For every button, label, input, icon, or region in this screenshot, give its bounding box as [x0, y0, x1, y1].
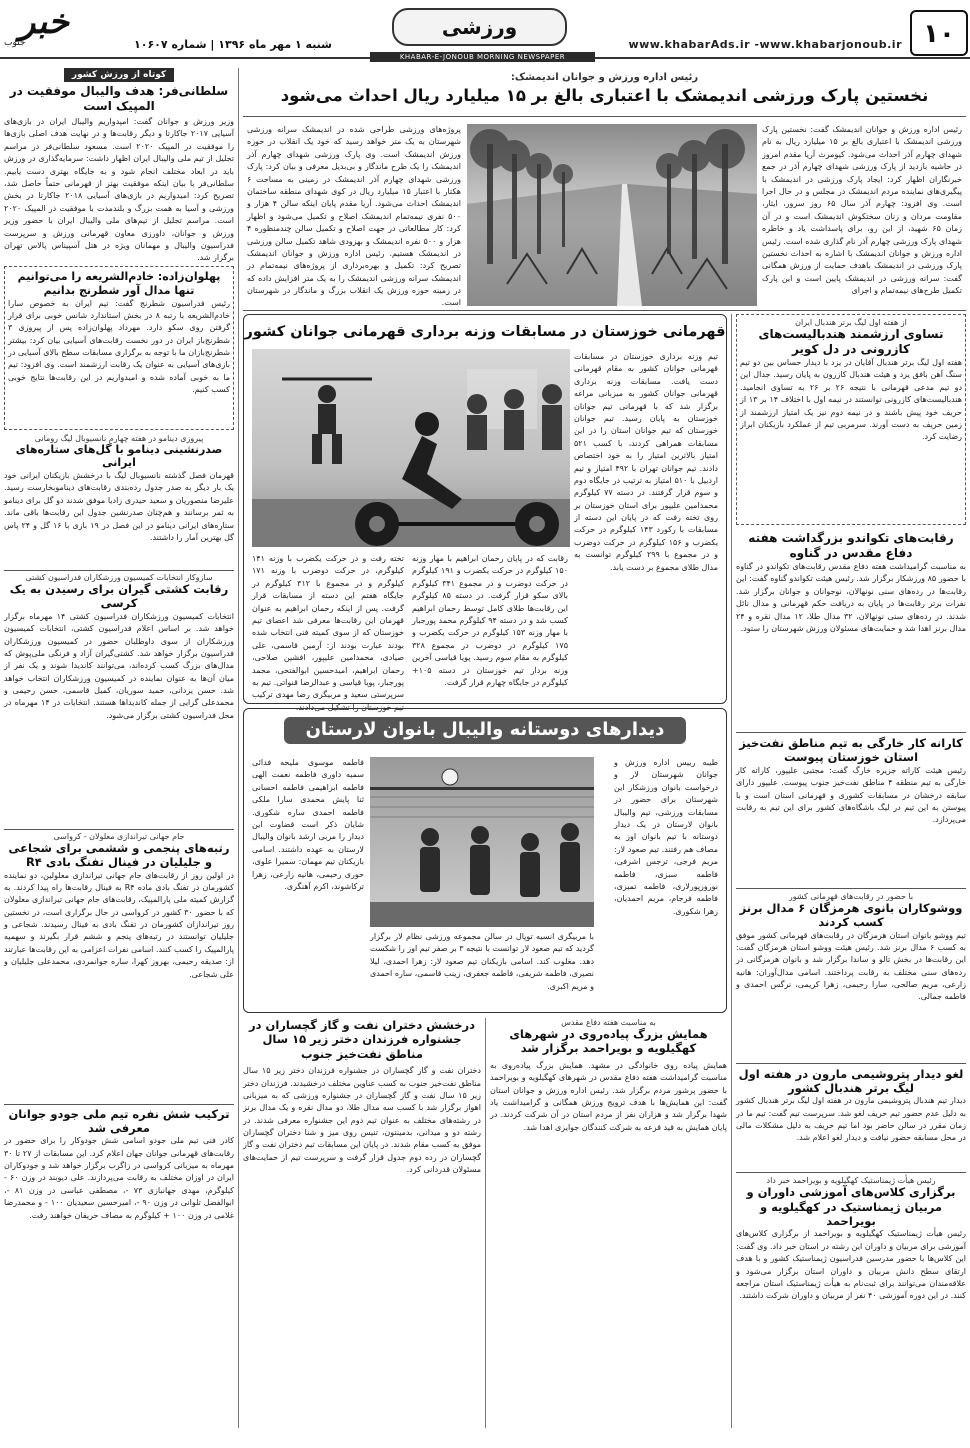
a4-title: رقابت کشتی گیران برای رسیدن به یک کرسی — [9, 582, 229, 611]
volleyball-col-1: طیبه رییس اداره ورزش و جوانان شهرستان لار و درخواست بانوان ورزشکار این شهرستان برای حضور در مسابقات ورزشی، تیم والیبال بانوان لارستان در یک دیدار دوستانه با تیم بانوان اوز به مصاف هم رفتند. تیم صعود لار: مریم فرجی، ترجس اشرفی، فاطمه سبزی، فاطمه نوروزپورلاری، فاطمه تمیزی، فاطمه فرجام، مریم احمدیان، زهرا شکوری. — [614, 758, 718, 916]
website-urls[interactable]: www.khabarAds.ir -www.khabarjonoub.ir — [628, 38, 902, 51]
logo-text: خبر — [18, 2, 70, 42]
logo-subtext: جنوب — [4, 38, 26, 48]
gachsaran-title: درخشش دختران نفت و گاز گچساران در جشنواره فرزندان دختر زیر ۱۵ سال مناطق نفت‌خیز جنوب — [248, 1018, 476, 1061]
b6-title: برگزاری کلاس‌های آموزشی داوران و مربیان ژیمناستیک در کهگیلویه و بویراحمد — [746, 1185, 956, 1228]
lead-col-right: رئیس اداره ورزش و جوانان اندیمشک گفت: نخستین پارک ورزشی اندیمشک با اعتباری بالغ بر ۱۵ میلیارد ریال به نام شهدای چهارم آذر احداث می‌شود. کیومرث آریا مقدم امروز در حاشیه بازدید از پارک ورزشی شهدای چهارم آذر در جمع خبرنگاران اظهار کرد: ایجاد پارک ورزشی در اندیمشک با پیگیری‌های نماینده مردم اندیمشک در مجلس و در حال اجرا است. وی افزود: چهارم آذر سال ۶۵ روز سرور، ایثار، مقاومت مردان و زنان سختکوش اندیمشک است و در آن زمان ۶۵ شهید، از این رو، برای پاسداشت یاد و خاطره شهدای پارک ورزشی چهارم آذر نام گذاری شده است. رئیس اداره ورزش و جوانان اندیمشک با اشاره به احداث نخستین پارک ورزشی در اندیمشک باهدف حمایت از ورزش همگانی گفت: سرانه ورزشی در اندیمشک پایین است و این پارک تکمیل طرح‌های نیمه‌تمام و اجرای — [762, 125, 963, 296]
header-rule-2 — [595, 57, 970, 59]
gachsaran-article — [243, 1018, 481, 1428]
a6-title: ترکیب شش نفره تیم ملی جودو جوانان معرفی شد — [8, 1106, 230, 1135]
lead-bottom-rule — [243, 310, 966, 311]
a4-body: انتخابات کمیسیون ورزشکاران فدراسیون کشتی ۱۴ مهرماه برگزار خواهد شد. بر اساس اعلام فدراسیون کشتی، انتخابات کمیسیون ورزشکاران از سوی داوطلبان حضور در کمیسیون ورزشکاران فدراسیون برگزار خواهد شد. کشتی‌گیران آزاد و فرنگی ملی‌پوش که مدال‌های بزرگ کسب کرده‌اند، می‌توانند کاندیدا شوند و یک نفر از میان آن‌ها به عنوان نماینده در کمیسیون ورزشکاران انتخاب خواهد شد. حسن یزدانی، حمید سوریان، کمیل قاسمی، حسن رحیمی و محمدعلی گرایی از جمله کاندیداها هستند. انتخابات در ۱۴ مهرماه در محل فدراسیون کشتی برگزار می‌شود. — [4, 611, 235, 720]
weightlifter-illustration — [252, 349, 570, 547]
b1-kicker: از هفته اول لیگ برتر هندبال ایران — [795, 318, 907, 327]
b4-body: تیم ووشو بانوان استان هرمزگان در رقابت‌های قهرمانی کشور موفق به کسب ۶ مدال برنز شد. رئیس هیئت ووشو استان هرمزگان گفت: این رقابت‌ها در بخش تالو و ساندا برگزار شد و بانوان هرمزگانی در رده‌های سنی مختلف به رقابت پرداختند. اسامی مدال‌آوران: هانیه زارعی، مریم صالحی، سارا رحیمی، زهرا کریمی، نرگس احمدی و فاطمه جمالی. — [736, 930, 966, 1002]
b5-title: لغو دیدار پتروشیمی مارون در هفته اول لیگ برتر هندبال کشور — [738, 1066, 964, 1095]
b2-body: به مناسبت گرامیداشت هفته دفاع مقدس رقابت‌های تکواندو در گناوه با حضور ۸۵ ورزشکار برگزار شد. رئیس هیئت تکواندو گناوه گفت: این رقابت‌ها در رده‌های سنی نونهالان، نوجوانان و جوانان برگزار شد. نفرات برتر رقابت‌ها در پایان به دریافت حکم قهرمانی و مدال نائل شدند. در رده‌های سنی نونهالان، ۳۲ مدال طلا، ۱۲ مدال نقره و ۲۴ مدال برنز اهدا شد و حمایت‌های مسئولان ورزش شهرستان را ستود. — [736, 562, 967, 633]
b4-kicker: با حضور در رقابت‌های قهرمانی کشور — [788, 891, 914, 901]
volleyball-box — [243, 708, 727, 1013]
a4-rule — [4, 829, 234, 830]
weightlifting-photo — [252, 349, 570, 547]
date-issue: شنبه ۱ مهر ماه ۱۳۹۶ | شماره ۱۰۶۰۷ — [134, 38, 332, 51]
a3-title: صدرنشینی دینامو با گل‌های ستاره‌های ایرانی — [15, 442, 223, 470]
b2-rule — [736, 732, 966, 733]
weightlifting-col-mid: رقابت که در پایان رحمان ابراهیم با مهار وزنه ۱۵۰ کیلوگرم در حرکت یکضرب و ۱۹۱ کیلوگرم در حرکت دوضرب و در مجموع ۳۴۱ کیلوگرم بالای سکو قرار گرفت. در دسته ۸۵ کیلوگرم این رقابت‌ها طلای کامل توسط رحمان ابراهیم کسب شد و در دسته ۹۴ کیلوگرم محمد پورجبار با مهار وزنه ۱۵۳ کیلوگرم در حرکت یکضرب و ۱۷۵ کیلوگرم در دوضرب در مجموع ۳۲۸ کیلوگرم به مقام سوم رسید. پویا قیاسی آخرین وزنه بردار تیم خوزستان در دسته ۱۰۵+ کیلوگرم در جایگاه چهارم قرار گرفت. — [412, 554, 569, 687]
banner-strip — [370, 52, 595, 62]
lead-title: نخستین پارک ورزشی اندیمشک با اعتباری بالغ بر ۱۵ میلیارد ریال احداث می‌شود — [280, 86, 929, 105]
page-number: ۱۰ — [923, 19, 955, 49]
walking-article — [490, 1018, 727, 1428]
a1-title: سلطانی‌فر: هدف والیبال موفقیت در المپیک است — [9, 84, 229, 113]
page-number-box — [910, 10, 968, 56]
a2-title: پهلوان‌زاده: خادم‌الشریعه را می‌توانیم تنها مدال آور شطرنج بدانیم — [17, 270, 221, 297]
b1-body: هفته اول لیگ برتر هندبال آقایان در یزد با دیدار حساس بین دو تیم سنگ آهن بافق یزد و هیئت هندبال کازرون به پایان رسید. جدال این دو تیم مدعی قهرمانی با نتیجه ۲۶ بر ۲۶ به تساوی انجامید. هندبالیست‌های کازرونی توانستند در نیمه اول با اختلاف ۱۴ بر ۱۳ از حریف خود پیش باشند و در نیمه دوم نیز یک امتیاز ارزشمند از زمین حریف به دست آورند. سرمربی تیم از عملکرد بازیکنان ابراز رضایت کرد. — [740, 358, 963, 442]
right-col-divider — [731, 314, 732, 1428]
volleyball-title: دیدارهای دوستانه والیبال بانوان لارستان — [284, 717, 686, 744]
a5-kicker: جام جهانی تیراندازی معلولان - کرواسی — [53, 831, 185, 841]
lead-photo-park — [467, 124, 757, 306]
section-title-box — [392, 8, 567, 46]
left-col-tag — [64, 68, 174, 82]
a5-body: در اولین روز از رقابت‌های جام جهانی تیراندازی معلولین، دو نماینده کشورمان در تفنگ بادی ماده R۴ به فینال رقابت‌ها راه پیدا کردند. به گزارش کمیته ملی پارالمپیک، رقابت‌های جام جهانی تیراندازی معلولان که با حضور ۳۰ کشور در کرواسی در حال برگزاری است، در نخستین روز تیراندازان کشورمان در تفنگ بادی به فینال رسیدند. شجاعی و جلیلیان توانستند در رتبه‌های پنجم و ششم قرار بگیرند و سهمیه پارالمپیک را کسب کنند. اسامی نفرات اعزامی به این رقابت‌ها عبارتند از: صدیقه رحیمی، بهروز کهرا، ساره جوانمردی، محمدعلی جلیلیان و علی شجاعی. — [4, 870, 234, 979]
lead-col-left: پروژه‌های ورزشی طراحی شده در اندیمشک سرانه ورزشی شهرستان به یک متر خواهد رسید که خود یک انقلاب در حوزه ورزش اندیمشک است. وی پارک ورزشی شهدای چهارم آذر اندیمشک را یک طرح ماندگار و بی‌بدیل معرفی و بیان کرد: پارک ورزشی شهدای چهارم آذر اندیمشک در زمینی به مساحت ۶ هکتار با اعتبار ۱۵ میلیارد ریال در کوی شهدای منطقه ساختمان اندیمشک احداث می‌شود. آریا مقدم پایان اینکه سالن ۴ هزار و ۵۰۰ نفری نیمه‌تمام اندیمشک اصلاح و تکمیل می‌شود و اظهار کرد: کار مطالعاتی در جهت اصلاح و تکمیل سالن چندمنظوره ۴ هزار و ۵۰۰ نفره اندیمشک و بهزودی شاهد تکمیل سالن ورزشی در اندیمشک هستیم. رئیس اداره ورزش و جوانان اندیمشک تصریح کرد: تکمیل و بهره‌برداری از پروژه‌های نیمه‌تمام در اندیمشک سرانه ورزشی اندیمشک را به یک متر افزایش داده که در زمینه حوزه ورزش یک انقلاب بزرگ و ماندگار در شهرستان است. — [247, 125, 461, 308]
b3-body: رئیس هیئت کاراته جزیره خارگ گفت: مجتبی علیپور، کاراته کار خارگی به تیم منطقه ۴ مناطق نفت‌خیز جنوب پیوست. علیپور دارای سابقه درخشان در مسابقات کشوری و قهرمانی استان است و با پیوستن به این تیم در لیگ باشگاه‌های کشور برای این تیم به رقابت می‌پردازد. — [736, 765, 966, 825]
b3-rule — [736, 888, 966, 889]
a3-kicker: پیروزی دینامو در هفته چهارم نانسیوبال لیگ رومانی — [34, 433, 204, 443]
right-column — [736, 314, 966, 1428]
volleyball-illustration — [370, 757, 594, 927]
b2-title: رقابت‌های تکواندو بزرگداشت هفته دفاع مقدس در گناوه — [748, 531, 954, 560]
park-illustration — [467, 124, 757, 306]
b1-box — [736, 314, 966, 525]
a3-rule — [4, 570, 234, 571]
banner-text: KHABAR-E-JONOUB MORNING NEWSPAPER — [399, 53, 566, 61]
b1-title: تساوی ارزشمند هندبالیست‌های کازرونی در دل کویر — [758, 327, 944, 356]
walking-title: همایش بزرگ پیاده‌روی در شهرهای کهگیلویه و بویراحمد برگزار شد — [509, 1027, 708, 1056]
b5-rule — [736, 1172, 966, 1173]
section-title: ورزشی — [441, 15, 518, 39]
a2-box — [4, 266, 234, 430]
b6-kicker: رئیس هیأت ژیمناستیک کهگیلویه و بویراحمد خبر داد — [766, 1176, 936, 1186]
a6-body: کادر فنی تیم ملی جودو اسامی شش جودوکار را برای حضور در رقابت‌های قهرمانی جوانان جهان اعلام کرد. این مسابقات از ۲۷ تا ۳۰ مهرماه به میزبانی کرواسی در زاگرب برگزار خواهد شد و جودوکاران ایران در اوزان مختلف به رقابت می‌پردازند. علی دیوبند در وزن ۶۰ - کیلوگرم، مهدی جهانبازی ۷۳ -، مصطفی عباسی در وزن ۸۱ -، ابوالفضل تلوانی در وزن ۹۰ -، امیرحسین سعیدیان ۱۰۰ - و محمدرضا غلامی در وزن ۱۰۰ + کیلوگرم به مصاف حریفان خواهند رفت. — [4, 1136, 235, 1220]
volleyball-col-2: با مربیگری انسیه توپال در سالن مجموعه ورزشی نظام لار برگزار گردید که تیم صعود لار توانست با نتیجه ۳ بر صفر تیم اوز را شکست دهد. مغلوب کند. اسامی بازیکنان تیم صعود لار: زهرا احمدی، لیلا نصیری، فاطمه شریفی، فاطمه جعفری، زینب قاسمی، ساره احمدی و مریم اکبری. — [370, 932, 594, 991]
b5-body: دیدار تیم هندبال پتروشیمی مارون در هفته اول لیگ برتر هندبال کشور به دلیل عدم حضور تیم حریف لغو شد. سرپرست تیم گفت: تیم ما در زمان مقرر در سالن حاضر بود اما تیم حریف به دلیل مشکلات مالی در محل مسابقه حضور نیافت و دیدار لغو اعلام شد. — [736, 1096, 966, 1143]
a5-title: رتبه‌های پنجمی و ششمی برای شجاعی و جلیلیان در فینال تفنگ بادی R۴ — [8, 840, 230, 870]
a1-body: وزیر ورزش و جوانان گفت: امپدواریم والیبال ایران در بازی‌های آسیایی ۲۰۱۷ جاکارتا و دیگر رقابت‌ها و در نهایت هدف اصلی بازی‌ها را موفقیت در المپیک ۲۰۲۰ است. مسعود سلطانی‌فر در مراسم تجلیل از تیم ملی والیبال ایران اظهار داشت: سرمایه‌گذاری در ورزش باید در ابعاد مختلف انجام شود و به جایگاه بهتری دست یابیم. سلطانی‌فر با بیان اینکه موفقیت بهتر از قهرمانی حتماً حاصل شد، تصریح کرد: امیدواریم در بازی‌های آسیایی ۲۰۱۸ جاکارتا در بخش ورزشی و آسیا به همت بزرگ و بلندمدت با موفقیت در المپیک ۲۰۲۰ است. مراسم تجلیل از تیم‌های ملی والیبال ایران با حضور وزیر ورزش و جوانان، داورزی معاون قهرمانی ورزش و سرپرست فدراسیون والیبال و مهمانان ویژه در هتل آسپیناس پالاس تهران برگزار شد. — [4, 117, 235, 263]
lead-article — [243, 72, 966, 310]
a2-body: رئیس فدراسیون شطرنج گفت: تیم ایران به خصوص سارا خادم‌الشریعه با رتبه ۸ در بخش استاندارد شانس خوبی برای قرار گرفتن روی سکو دارد. مهرداد پهلوان‌زاده پس از پیروزی ۳ شطرنج‌باز ایران در دور نخست رقابت‌های آسیایی بیان کرد: بیشتر شطرنج‌بازان ما با توجه به برگزاری مسابقات سطح بالای آسیایی در بازی‌های آسیایی به عنوان یک رقابت ارزشمند است. وی افزود: تیم ما به خوبی آماده شده و امیدواریم در این رقابت‌ها نتایج خوبی کسب کنیم. — [8, 298, 231, 395]
b3-title: کارانه کار خارگی به تیم مناطق نفت‌خیز استان خوزستان پیوست — [739, 736, 963, 765]
header-rule — [0, 57, 370, 59]
weightlifting-title: قهرمانی خوزستان در مسابقات وزنه برداری قهرمانی جوانان کشور — [244, 324, 726, 340]
weightlifting-box — [243, 314, 727, 712]
b4-rule — [736, 1063, 966, 1064]
b6-body: رئیس هیأت ژیمناستیک کهگیلویه و بویراحمد از برگزاری کلاس‌های آموزشی برای مربیان و داوران این رشته در استان خبر داد. وی گفت: این کلاس‌ها با حضور مدرسین فدراسیون ژیمناستیک کشور و با هدف ارتقای سطح دانش مربیان و داوران استان برگزار می‌شود و علاقه‌مندان می‌توانند برای ثبت‌نام به هیأت ژیمناستیک استان مراجعه کنند. در این دوره آموزشی ۴۰ نفر از مربیان و داوران شرکت داشتند. — [736, 1229, 966, 1301]
header — [0, 0, 970, 62]
logo — [4, 0, 84, 52]
weightlifting-col-right: تیم وزنه برداری خوزستان در مسابقات قهرمانی جوانان کشور به مقام قهرمانی دست یافت. مسابقات وزنه برداری قهرمانی جوانان کشور به میزبانی مراغه برگزار شد که با قهرمانی تیم جوانان خوزستان به پایان رسید. تیم جوانان خوزستان که تیم جوانان استان را در این مسابقات همراهی کردند، با کسب ۵۲۱ امتیاز بالاترین امتیاز را به خود اختصاص دادند. تیم جوانان تهران با ۴۹۲ امتیاز و تیم اردبیل با ۵۱۰ امتیاز به ترتیب در جایگاه دوم و سوم قرار گرفتند. در دسته ۷۷ کیلوگرم محمدامین علیپور برای استان خوزستان بر روی تخته رفت که در پایان این دسته از مسابقات با رکورد ۱۴۳ کیلوگرم در حرکت یکضرب و ۱۵۶ کیلوگرم در حرکت دوضرب و در مجموع با ۲۹۹ کیلوگرم توانست به مدال طلای مجموع بر دست یابد. — [574, 352, 719, 572]
volleyball-photo — [370, 757, 594, 927]
lead-kicker: رئیس اداره ورزش و جوانان اندیمشک: — [510, 72, 699, 83]
weightlifting-col-left: تخته رفت و در حرکت یکضرب با وزنه ۱۴۱ کیلوگرم، در حرکت دوضرب با وزنه ۱۷۱ کیلوگرم و در مجموع با ۳۱۲ کیلوگرم در جایگاه هفتم این دسته از مسابقات قرار گرفت. پس از اینکه رحمان ابراهیم به عنوان قهرمان این رقابت‌ها معرفی شد اعضای تیم خوزستان که از سوی کمیته فنی انتخاب شده بودند عبارت بودند از: آرمین قاسمی، علی صیادی، محمدامین علیپور، افشین صلاحی، رحمان ابراهیم، امیدحسین ابوالفتحی، محمد پورجبار، پویا قیاسی و عبدالرضا قنواتی. تیم به سرپرستی سعید و مربیگری رضا مهدی ترکیب تیم خوزستان را تشکیل می‌دادند. — [252, 554, 405, 712]
mid-bottom-divider — [485, 1018, 486, 1428]
a5-rule — [4, 1104, 234, 1105]
left-col-divider — [238, 68, 239, 1428]
left-col-tag-text: کوتاه از ورزش کشور — [71, 70, 167, 80]
gachsaran-body: دختران نفت و گاز گچساران در جشنواره فرزندان دختر زیر ۱۵ سال مناطق نفت‌خیز جنوب به کسب عناوین مختلف درخشیدند. فرزندان دختر زیر ۱۵ سال نفت و گاز گچساران در جشنواره ورزشی که به میزبانی اهواز برگزار شد با کسب سه مدال طلا، دو مدال نقره و یک مدال برنز در رشته‌های مختلف به عنوان تیم دوم این جشنواره معرفی شدند. در رشته دو و میدانی، بدمینتون، تنیس روی میز و شنا دختران گچساران موفق به کسب مقام شدند. در پایان این مسابقات تیم دختران نفت و گاز گچساران در رده دوم جدول قرار گرفت و سرپرست تیم از حمایت‌های مسئولان قدردانی کرد. — [243, 1066, 481, 1175]
a3-body: قهرمان فصل گذشته نانسیوبال لیگ با درخشش بازیکنان ایرانی خود یک بار دیگر به صدر جدول رده‌بندی رقابت‌های دیناموبخارست رسید. علیرضا منصوریان و سعید حیدری زادیا موفق شدند دو گل برای دینامو به ثمر برسانند و هم‌چنان صدرنشین جدول این رقابت‌ها باقی ماند. ستاره‌های ایرانی دینامو در این فصل در ۱۹ بازی با ۱۶ گل و ۲۴ پاس گل بهترین آمار را داشتند. — [4, 471, 235, 542]
a4-kicker: سازوکار انتخابات کمیسیون ورزشکاران فدراسیون کشتی — [25, 573, 213, 582]
walking-body: همایش پیاده روی خانوادگی در مشهد. همایش بزرگ پیاده‌روی به مناسبت گرامیداشت هفته دفاع مقدس در شهرهای کهگیلویه و بویراحمد با حضور پرشور مردم برگزار شد. رئیس اداره ورزش و جوانان استان گفت: این همایش‌ها با هدف ترویج ورزش همگانی و گرامیداشت یاد شهدا برگزار شد و هزاران نفر از مردم استان در آن شرکت کردند. در پایان همایش به قید قرعه به شرکت کنندگان جوایزی اهدا شد. — [490, 1060, 727, 1132]
volleyball-col-3: فاطمه موسوی ملیحه فدائی سمیه داوری فاطمه نعمت الهی فاطمه ابراهیمی فاطمه احسانی ثنا پایش محمدی سارا ملکی فاطمه احمدی ساره شکوری. شایان ذکر است قضاوت این دیدار را مربی ارشد بانوان والیبال لارستان به عهده داشتند. اسامی بازیکنان تیم مهمان: سمیرا علوی، حوری رحیمی، هانیه زارعی، زهرا ترکاشوند، اکرم آهنگری. — [252, 758, 364, 891]
lead-title-rule — [243, 116, 966, 117]
walking-kicker: به مناسبت هفته دفاع مقدس — [561, 1018, 656, 1027]
b4-title: ووشوکاران بانوی هرمزگان ۶ مدال برنز کسب کردند — [739, 900, 963, 930]
left-column — [4, 68, 234, 1428]
